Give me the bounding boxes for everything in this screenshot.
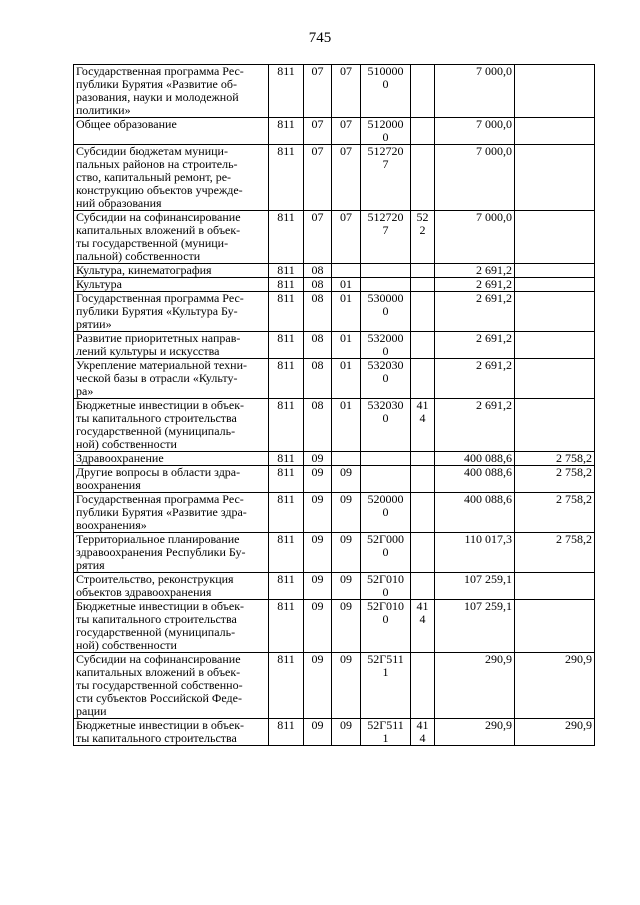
cell-section-code: 09 — [304, 452, 332, 466]
cell-subsection-code: 01 — [332, 278, 361, 292]
page-number: 745 — [308, 30, 332, 46]
cell-amount-federal — [515, 264, 595, 278]
cell-amount-federal: 2 758,2 — [515, 493, 595, 533]
cell-expense-type: 41 4 — [411, 719, 435, 746]
cell-subsection-code: 01 — [332, 292, 361, 332]
cell-amount-federal: 290,9 — [515, 719, 595, 746]
cell-department-code: 811 — [269, 264, 304, 278]
cell-amount: 400 088,6 — [435, 452, 515, 466]
cell-department-code: 811 — [269, 653, 304, 719]
cell-amount-federal — [515, 65, 595, 118]
cell-amount: 2 691,2 — [435, 292, 515, 332]
cell-name: Строительство, реконструкция объектов здравоохранения — [74, 573, 269, 600]
cell-name: Субсидии бюджетам муници- пальных районов на строитель- ство, капитальный ремонт, ре- конструкцию объектов учрежде- ний образования — [74, 145, 269, 211]
table-row — [74, 533, 595, 573]
cell-target-article: 52Г511 1 — [361, 719, 411, 746]
table-row — [74, 600, 595, 653]
cell-subsection-code: 01 — [332, 359, 361, 399]
cell-expense-type — [411, 493, 435, 533]
cell-subsection-code: 07 — [332, 118, 361, 145]
cell-amount-federal — [515, 278, 595, 292]
cell-expense-type — [411, 278, 435, 292]
cell-target-article: 512720 7 — [361, 145, 411, 211]
table-row — [74, 359, 595, 399]
cell-expense-type — [411, 264, 435, 278]
cell-subsection-code: 07 — [332, 211, 361, 264]
cell-subsection-code: 01 — [332, 399, 361, 452]
cell-section-code: 08 — [304, 332, 332, 359]
cell-amount: 290,9 — [435, 653, 515, 719]
cell-department-code: 811 — [269, 278, 304, 292]
table-body — [74, 65, 595, 746]
table-row — [74, 653, 595, 719]
cell-name: Бюджетные инвестиции в объек- ты капитального строительства государственной (муниципаль- ной) собственности — [74, 600, 269, 653]
cell-amount-federal — [515, 292, 595, 332]
cell-department-code: 811 — [269, 493, 304, 533]
cell-section-code: 09 — [304, 573, 332, 600]
cell-expense-type — [411, 145, 435, 211]
table-row — [74, 573, 595, 600]
cell-section-code: 08 — [304, 278, 332, 292]
cell-subsection-code: 09 — [332, 493, 361, 533]
cell-expense-type — [411, 359, 435, 399]
table-row — [74, 118, 595, 145]
cell-amount-federal — [515, 332, 595, 359]
cell-amount-federal — [515, 359, 595, 399]
cell-name: Укрепление материальной техни- ческой базы в отрасли «Культу- ра» — [74, 359, 269, 399]
cell-amount-federal — [515, 399, 595, 452]
cell-department-code: 811 — [269, 719, 304, 746]
table-row — [74, 332, 595, 359]
cell-amount: 2 691,2 — [435, 332, 515, 359]
cell-section-code: 09 — [304, 493, 332, 533]
cell-target-article: 532030 0 — [361, 359, 411, 399]
table-row — [74, 145, 595, 211]
table-row — [74, 452, 595, 466]
cell-amount: 400 088,6 — [435, 466, 515, 493]
table-row — [74, 211, 595, 264]
cell-section-code: 09 — [304, 653, 332, 719]
cell-section-code: 07 — [304, 65, 332, 118]
cell-amount-federal: 290,9 — [515, 653, 595, 719]
cell-section-code: 07 — [304, 145, 332, 211]
cell-amount: 7 000,0 — [435, 118, 515, 145]
cell-amount-federal: 2 758,2 — [515, 533, 595, 573]
table-row — [74, 278, 595, 292]
cell-expense-type — [411, 452, 435, 466]
cell-expense-type — [411, 573, 435, 600]
cell-amount-federal — [515, 600, 595, 653]
cell-amount: 2 691,2 — [435, 278, 515, 292]
table-row — [74, 493, 595, 533]
table-row — [74, 466, 595, 493]
table-row — [74, 65, 595, 118]
cell-expense-type — [411, 466, 435, 493]
cell-subsection-code: 01 — [332, 332, 361, 359]
cell-amount: 290,9 — [435, 719, 515, 746]
cell-expense-type — [411, 118, 435, 145]
cell-section-code: 07 — [304, 118, 332, 145]
cell-department-code: 811 — [269, 452, 304, 466]
cell-name: Территориальное планирование здравоохранения Республики Бу- рятия — [74, 533, 269, 573]
cell-name: Бюджетные инвестиции в объек- ты капитального строительства государственной (муниципаль- ной) собственности — [74, 399, 269, 452]
cell-amount-federal — [515, 118, 595, 145]
cell-department-code: 811 — [269, 211, 304, 264]
cell-subsection-code — [332, 264, 361, 278]
cell-expense-type — [411, 533, 435, 573]
cell-name: Субсидии на софинансирование капитальных вложений в объек- ты государственной (муници- пальной) собственности — [74, 211, 269, 264]
cell-expense-type: 52 2 — [411, 211, 435, 264]
cell-target-article: 52Г000 0 — [361, 533, 411, 573]
cell-amount: 2 691,2 — [435, 399, 515, 452]
cell-name: Культура — [74, 278, 269, 292]
cell-amount: 7 000,0 — [435, 65, 515, 118]
cell-section-code: 08 — [304, 359, 332, 399]
cell-expense-type — [411, 292, 435, 332]
cell-name: Государственная программа Рес- публики Бурятия «Развитие об- разования, науки и молодежной политики» — [74, 65, 269, 118]
cell-name: Субсидии на софинансирование капитальных вложений в объек- ты государственной собственно- сти субъектов Российской Феде- рации — [74, 653, 269, 719]
cell-target-article: 52Г010 0 — [361, 573, 411, 600]
table-row — [74, 264, 595, 278]
cell-subsection-code: 09 — [332, 600, 361, 653]
cell-amount: 400 088,6 — [435, 493, 515, 533]
cell-target-article: 530000 0 — [361, 292, 411, 332]
cell-name: Культура, кинематография — [74, 264, 269, 278]
cell-target-article — [361, 452, 411, 466]
cell-target-article: 512000 0 — [361, 118, 411, 145]
cell-department-code: 811 — [269, 292, 304, 332]
table-row — [74, 719, 595, 746]
cell-department-code: 811 — [269, 533, 304, 573]
cell-target-article: 510000 0 — [361, 65, 411, 118]
cell-target-article: 512720 7 — [361, 211, 411, 264]
cell-expense-type: 41 4 — [411, 399, 435, 452]
cell-amount: 2 691,2 — [435, 264, 515, 278]
cell-expense-type — [411, 332, 435, 359]
cell-department-code: 811 — [269, 65, 304, 118]
cell-section-code: 09 — [304, 719, 332, 746]
cell-amount: 2 691,2 — [435, 359, 515, 399]
cell-target-article: 520000 0 — [361, 493, 411, 533]
cell-amount: 7 000,0 — [435, 211, 515, 264]
cell-section-code: 08 — [304, 399, 332, 452]
cell-amount: 107 259,1 — [435, 600, 515, 653]
cell-subsection-code: 09 — [332, 719, 361, 746]
budget-table — [73, 64, 595, 746]
cell-amount-federal — [515, 145, 595, 211]
cell-section-code: 09 — [304, 533, 332, 573]
cell-department-code: 811 — [269, 332, 304, 359]
cell-target-article — [361, 466, 411, 493]
cell-department-code: 811 — [269, 118, 304, 145]
cell-target-article: 532030 0 — [361, 399, 411, 452]
cell-department-code: 811 — [269, 600, 304, 653]
cell-target-article — [361, 264, 411, 278]
cell-subsection-code — [332, 452, 361, 466]
cell-amount-federal: 2 758,2 — [515, 452, 595, 466]
cell-name: Бюджетные инвестиции в объек- ты капитального строительства — [74, 719, 269, 746]
cell-subsection-code: 09 — [332, 533, 361, 573]
cell-section-code: 07 — [304, 211, 332, 264]
cell-section-code: 08 — [304, 264, 332, 278]
cell-expense-type: 41 4 — [411, 600, 435, 653]
cell-department-code: 811 — [269, 573, 304, 600]
cell-target-article: 532000 0 — [361, 332, 411, 359]
cell-amount-federal: 2 758,2 — [515, 466, 595, 493]
cell-section-code: 09 — [304, 600, 332, 653]
cell-target-article: 52Г511 1 — [361, 653, 411, 719]
cell-subsection-code: 07 — [332, 145, 361, 211]
cell-name: Здравоохранение — [74, 452, 269, 466]
cell-subsection-code: 09 — [332, 653, 361, 719]
cell-name: Государственная программа Рес- публики Бурятия «Развитие здра- воохранения» — [74, 493, 269, 533]
cell-department-code: 811 — [269, 466, 304, 493]
table-row — [74, 292, 595, 332]
cell-amount: 7 000,0 — [435, 145, 515, 211]
cell-amount: 107 259,1 — [435, 573, 515, 600]
cell-section-code: 09 — [304, 466, 332, 493]
cell-expense-type — [411, 653, 435, 719]
cell-target-article — [361, 278, 411, 292]
cell-amount: 110 017,3 — [435, 533, 515, 573]
cell-expense-type — [411, 65, 435, 118]
cell-name: Общее образование — [74, 118, 269, 145]
cell-target-article: 52Г010 0 — [361, 600, 411, 653]
cell-subsection-code: 09 — [332, 466, 361, 493]
cell-amount-federal — [515, 211, 595, 264]
cell-name: Государственная программа Рес- публики Бурятия «Культура Бу- рятии» — [74, 292, 269, 332]
cell-department-code: 811 — [269, 145, 304, 211]
cell-subsection-code: 09 — [332, 573, 361, 600]
cell-amount-federal — [515, 573, 595, 600]
cell-name: Развитие приоритетных направ- лений культуры и искусства — [74, 332, 269, 359]
cell-department-code: 811 — [269, 399, 304, 452]
cell-section-code: 08 — [304, 292, 332, 332]
cell-subsection-code: 07 — [332, 65, 361, 118]
table-row — [74, 399, 595, 452]
cell-department-code: 811 — [269, 359, 304, 399]
cell-name: Другие вопросы в области здра- воохранения — [74, 466, 269, 493]
